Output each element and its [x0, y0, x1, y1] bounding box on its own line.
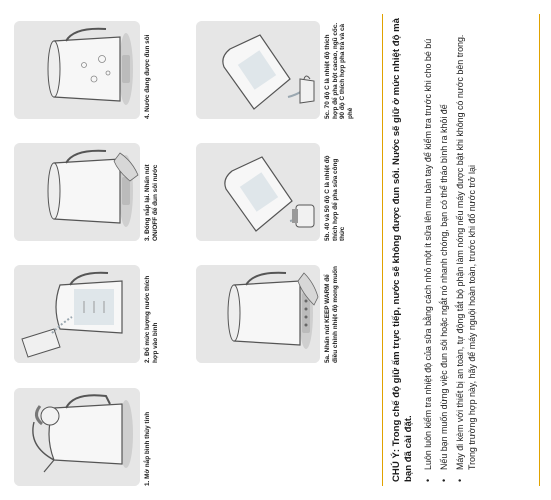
kettle-lid-open-illustration — [14, 388, 140, 486]
note-item-text: Máy đi kèm với thiết bị an toàn, tự động tắt bộ phận làm nóng nếu máy được bật khi không có nước bên trong. Trong trường hợp này, hãy để máy nguội hoàn toàn, trước khi đổ nước trở lại — [455, 34, 478, 470]
step-4-photo — [14, 21, 140, 119]
press-power-button-illustration — [14, 143, 140, 241]
pouring-water-illustration — [14, 265, 140, 363]
note-list — [422, 18, 479, 482]
step-2-photo — [14, 265, 140, 363]
bullet-icon: • — [439, 478, 450, 482]
note-item — [454, 18, 478, 482]
step-5c-caption: 5c. 70 độ C là nhiệt độ thích hợp để pha bột cacao, ngũ cốc. 90 độ C thích hợp pha trà và cà phê — [324, 22, 354, 119]
step-2-caption: 2. Đổ mức lượng nước thích hợp vào bình — [144, 275, 159, 363]
step-5a-photo — [196, 265, 320, 363]
step-1-caption: 1. Mở nắp bình thủy tinh — [144, 411, 151, 486]
note-item — [438, 18, 450, 482]
bullet-icon: • — [455, 478, 466, 482]
step-3-photo — [14, 143, 140, 241]
note-box — [382, 14, 540, 486]
note-title: CHÚ Ý: Trong chế độ giữ ấm trực tiếp, nước sẽ không được đun sôi. Nước sẽ giữ ở mức nhiệt độ mà bạn đã cài đặt. — [391, 18, 415, 482]
water-boiling-illustration — [14, 21, 140, 119]
step-3-caption: 3. Đóng nắp lại. Nhấn nút ON/OFF để đun sôi nước — [144, 164, 159, 241]
step-4-caption: 4. Nước đang được đun sôi — [144, 34, 151, 119]
note-item — [422, 18, 434, 482]
step-5b-caption: 5b. 40 và 50 độ C là nhiệt độ thích hợp để pha sữa công thức — [324, 155, 347, 241]
note-item-text: Nếu bạn muốn dừng việc đun sôi hoặc ngắt nó nhanh chóng, bạn có thể tháo bình ra khỏi đế — [439, 104, 450, 470]
step-1-photo — [14, 388, 140, 486]
step-5a-caption: 5a. Nhấn nút KEEP WARM để điều chỉnh nhiệt độ mong muốn — [324, 266, 339, 363]
note-item-text: Luôn luôn kiểm tra nhiệt độ của sữa bằng cách nhỏ một ít sữa lên mu bàn tay để kiểm tra trước khi cho bé bú — [422, 38, 433, 470]
bullet-icon: • — [422, 478, 433, 482]
milk-formula-illustration — [196, 143, 320, 241]
keep-warm-button-illustration — [196, 265, 320, 363]
tea-coffee-illustration — [196, 21, 320, 119]
step-5c-photo — [196, 21, 320, 119]
step-5b-photo — [196, 143, 320, 241]
